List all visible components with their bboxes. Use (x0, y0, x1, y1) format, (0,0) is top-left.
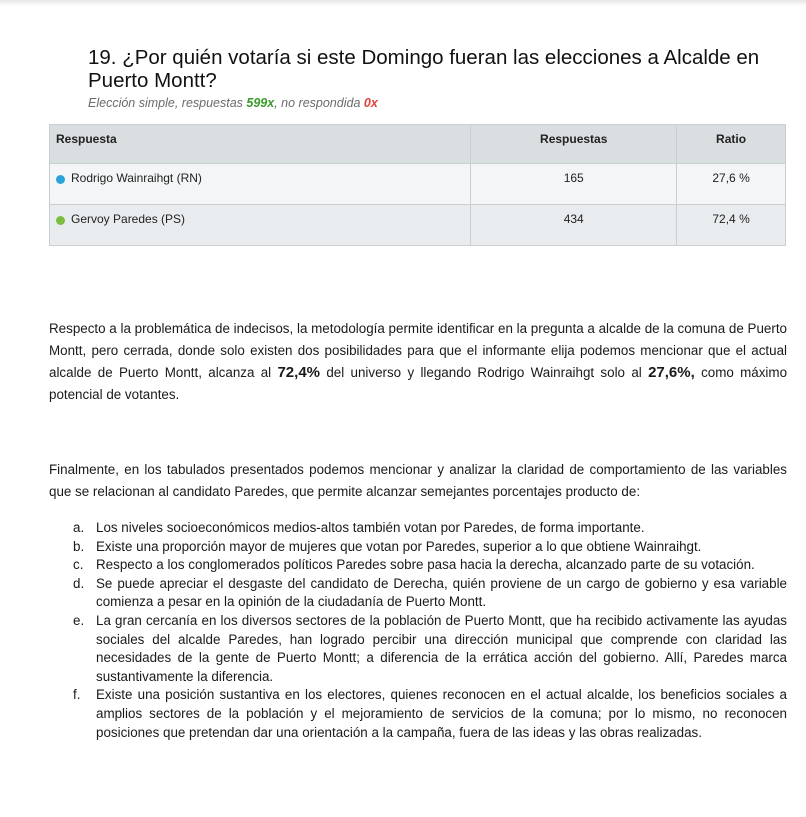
conclusion-intro-paragraph: Finalmente, en los tabulados presentados podemos mencionar y analizar la claridad de comportamiento de las variables que se relacionan al candidato Paredes, que permite alcanzar semejantes porcentajes producto de: (49, 462, 787, 499)
header-count: Respuestas (471, 125, 677, 164)
highlight-percent: 27,6%, (648, 364, 695, 381)
count-cell: 434 (471, 205, 677, 246)
list-marker: a. (73, 520, 85, 535)
ratio-cell: 72,4 % (677, 205, 786, 246)
conclusions-list (49, 519, 787, 742)
paragraph-text: Respecto a la problemática de indecisos, la metodología permite identificar en la pregunta a alcalde de la comuna de Puerto Montt, pero cerrada, donde solo existen dos posibilidades para que el informante elija podemos mencionar que el actual alcalde de Puerto Montt, alcanza al (49, 321, 787, 380)
legend-dot-icon (56, 175, 65, 184)
list-item (73, 612, 787, 686)
count-cell: 165 (471, 164, 677, 205)
list-item-text: Existe una posición sustantiva en los electores, quienes reconocen en el actual alcalde, los beneficios sociales a amplios sectores de la población y el mejoramiento de servicios de la comuna; por lo mismo, no reconocen posiciones que pretendan dar una orientación a la campaña, fuera de las ideas y las obras realizadas. (96, 687, 787, 740)
results-table (49, 124, 786, 246)
unanswered-count: 0x (363, 96, 378, 110)
highlight-percent: 72,4% (277, 364, 321, 381)
table-header-row (50, 125, 786, 164)
list-marker: d. (73, 575, 85, 591)
list-marker: b. (73, 538, 85, 554)
response-label: Gervoy Paredes (PS) (71, 212, 186, 226)
response-cell (50, 164, 471, 205)
list-marker: e. (73, 612, 85, 628)
paragraph-text: como máximo potencial de votantes. (49, 365, 788, 402)
analysis-paragraph (49, 318, 787, 406)
question-meta (88, 96, 778, 110)
list-marker: f. (73, 687, 81, 703)
list-item (73, 519, 787, 538)
paragraph-text: del universo y llegando Rodrigo Wainraihgt solo al (320, 365, 649, 380)
response-cell (50, 205, 471, 246)
table-row (50, 164, 786, 205)
question-block (88, 46, 778, 110)
meta-prefix: Elección simple, respuestas (88, 96, 247, 110)
list-item-text: La gran cercanía en los diversos sectores de la población de Puerto Montt, que ha recibido activamente las ayudas sociales del alcalde Paredes, han logrado percibir una dirección municipal que comprende con claridad las necesidades de la gente de Puerto Montt; a diferencia de la errática acción del gobierno. Allí, Paredes marca sustantivamente la diferencia. (96, 612, 787, 684)
ratio-cell: 27,6 % (677, 164, 786, 205)
question-title: 19. ¿Por quién votaría si este Domingo fueran las elecciones a Alcalde en Puerto Montt? (88, 46, 760, 92)
list-item (73, 538, 787, 557)
response-label: Rodrigo Wainraihgt (RN) (71, 171, 202, 185)
list-item-text: Se puede apreciar el desgaste del candidato de Derecha, quién proviene de un cargo de gobierno y esa variable comienza a pesar en la opinión de la ciudadanía de Puerto Montt. (96, 575, 787, 610)
list-item-text: Los niveles socioeconómicos medios-altos también votan por Paredes, de forma importante. (96, 520, 645, 535)
list-item (73, 686, 787, 742)
list-item-text: Existe una proporción mayor de mujeres que votan por Paredes, superior a lo que obtiene Wainraihgt. (96, 538, 702, 554)
list-item (73, 575, 787, 612)
top-shadow (0, 0, 806, 6)
answered-count: 599x (246, 96, 275, 110)
header-response: Respuesta (50, 125, 471, 164)
meta-middle: , no respondida (274, 96, 364, 110)
legend-dot-icon (56, 216, 65, 225)
list-item (73, 556, 787, 575)
list-marker: c. (73, 557, 84, 573)
table-row (50, 205, 786, 246)
list-item-text: Respecto a los conglomerados políticos Paredes sobre pasa hacia la derecha, alcanzado parte de su votación. (96, 557, 755, 573)
header-ratio: Ratio (677, 125, 786, 164)
